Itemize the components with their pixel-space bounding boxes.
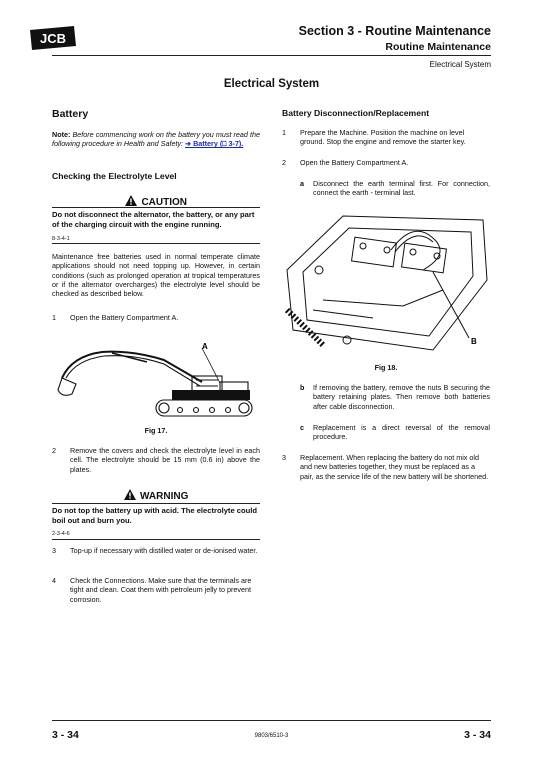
step-number: 3	[52, 546, 56, 555]
substep-text: Disconnect the earth terminal first. For connection, connect the earth - terminal last.	[313, 179, 490, 198]
battery-link[interactable]: ➔ Battery (⎕ 3-7).	[185, 139, 244, 149]
substep-label: b	[300, 383, 305, 392]
step-number: 3	[282, 453, 286, 462]
right-substep-c	[282, 423, 490, 445]
right-step-1	[282, 128, 490, 150]
maintenance-paragraph: Maintenance free batteries used in normal temperate climate applications should not need topping up. However, in certain conditions (such as prolonged operation at tropical temperatures or if the alternator overcharges) the electrolyte level should be checked as described below.	[52, 252, 260, 299]
fig17-callout-a: A	[202, 342, 208, 351]
caution-code: 8-3-4-1	[52, 236, 70, 242]
step-number: 2	[282, 158, 286, 167]
note-label: Note:	[52, 130, 71, 139]
warning-text: Do not top the battery up with acid. The electrolyte could boil out and burn you.	[52, 506, 258, 525]
step-text: Replacement. When replacing the battery do not mix old and new batteries together, they must be replaced as a pair, as the service life of the new battery will be shortened.	[300, 453, 489, 481]
left-step-4	[52, 576, 260, 608]
substep-label: a	[300, 179, 304, 188]
warning-title-row	[52, 486, 260, 504]
caution-text: Do not disconnect the alternator, the battery, or any part of the charging circuit with the engine running.	[52, 210, 255, 229]
disconnection-heading: Battery Disconnection/Replacement	[282, 108, 430, 118]
left-step-2	[52, 446, 260, 476]
page-number-right: 3 - 34	[464, 729, 491, 741]
caution-rule-top	[52, 207, 260, 208]
logo-text: JCB	[39, 31, 67, 46]
step-text: Remove the covers and check the electrolyte level in each cell. The electrolyte should be 15 mm (0.6 in) above the plates.	[70, 446, 260, 474]
jcb-logo	[26, 24, 80, 52]
step-text: Open the Battery Compartment A.	[300, 158, 409, 167]
page-number-left: 3 - 34	[52, 729, 79, 741]
chapter-label: Electrical System	[429, 60, 491, 69]
warning-icon	[124, 489, 136, 500]
caution-icon	[125, 195, 137, 206]
right-step-3	[282, 453, 490, 495]
right-substep-b	[282, 383, 490, 415]
caution-rule-bottom	[52, 243, 260, 244]
document-number: 9803/6510-3	[254, 733, 289, 739]
warning-code: 2-3-4-6	[52, 531, 70, 537]
left-step-3	[52, 546, 260, 568]
header-rule	[52, 55, 491, 56]
page-title: Electrical System	[223, 78, 320, 90]
section-title: Section 3 - Routine Maintenance	[298, 24, 491, 38]
warning-title: WARNING	[140, 491, 189, 502]
warning-rule-bottom	[52, 539, 260, 540]
battery-heading: Battery	[52, 108, 89, 120]
step-number: 1	[52, 313, 56, 322]
step-number: 1	[282, 128, 286, 137]
fig18-callout-b: B	[471, 337, 477, 346]
step-number: 4	[52, 576, 56, 585]
note-text: Before commencing work on the battery you must read the following procedure in Health and Safety:	[52, 130, 260, 149]
right-substep-a	[282, 179, 490, 201]
note	[52, 130, 260, 149]
section-subtitle: Routine Maintenance	[385, 41, 491, 53]
footer-rule	[52, 720, 491, 721]
right-step-2	[282, 158, 490, 170]
battery-compartment-illustration	[283, 210, 491, 358]
caution-title: CAUTION	[141, 197, 187, 208]
excavator-illustration	[52, 338, 260, 420]
step-text: Top-up if necessary with distilled water or de-ionised water.	[70, 546, 258, 555]
step-number: 2	[52, 446, 56, 455]
substep-text: If removing the battery, remove the nuts B securing the battery retaining plates. Then remove both batteries after cable disconnection.	[313, 383, 490, 411]
fig18-caption: Fig 18.	[374, 363, 398, 372]
substep-text: Replacement is a direct reversal of the removal procedure.	[313, 423, 490, 442]
step-text: Open the Battery Compartment A.	[70, 313, 179, 322]
step-text: Check the Connections. Make sure that the terminals are tight and clean. Coat them with petroleum jelly to prevent corrosion.	[70, 576, 252, 604]
substep-label: c	[300, 423, 304, 432]
fig17-caption: Fig 17.	[144, 426, 168, 435]
warning-rule-top	[52, 503, 260, 504]
left-step-1	[52, 313, 260, 325]
check-heading: Checking the Electrolyte Level	[52, 171, 177, 181]
step-text: Prepare the Machine. Position the machine on level ground. Stop the engine and remove the starter key.	[300, 128, 466, 147]
